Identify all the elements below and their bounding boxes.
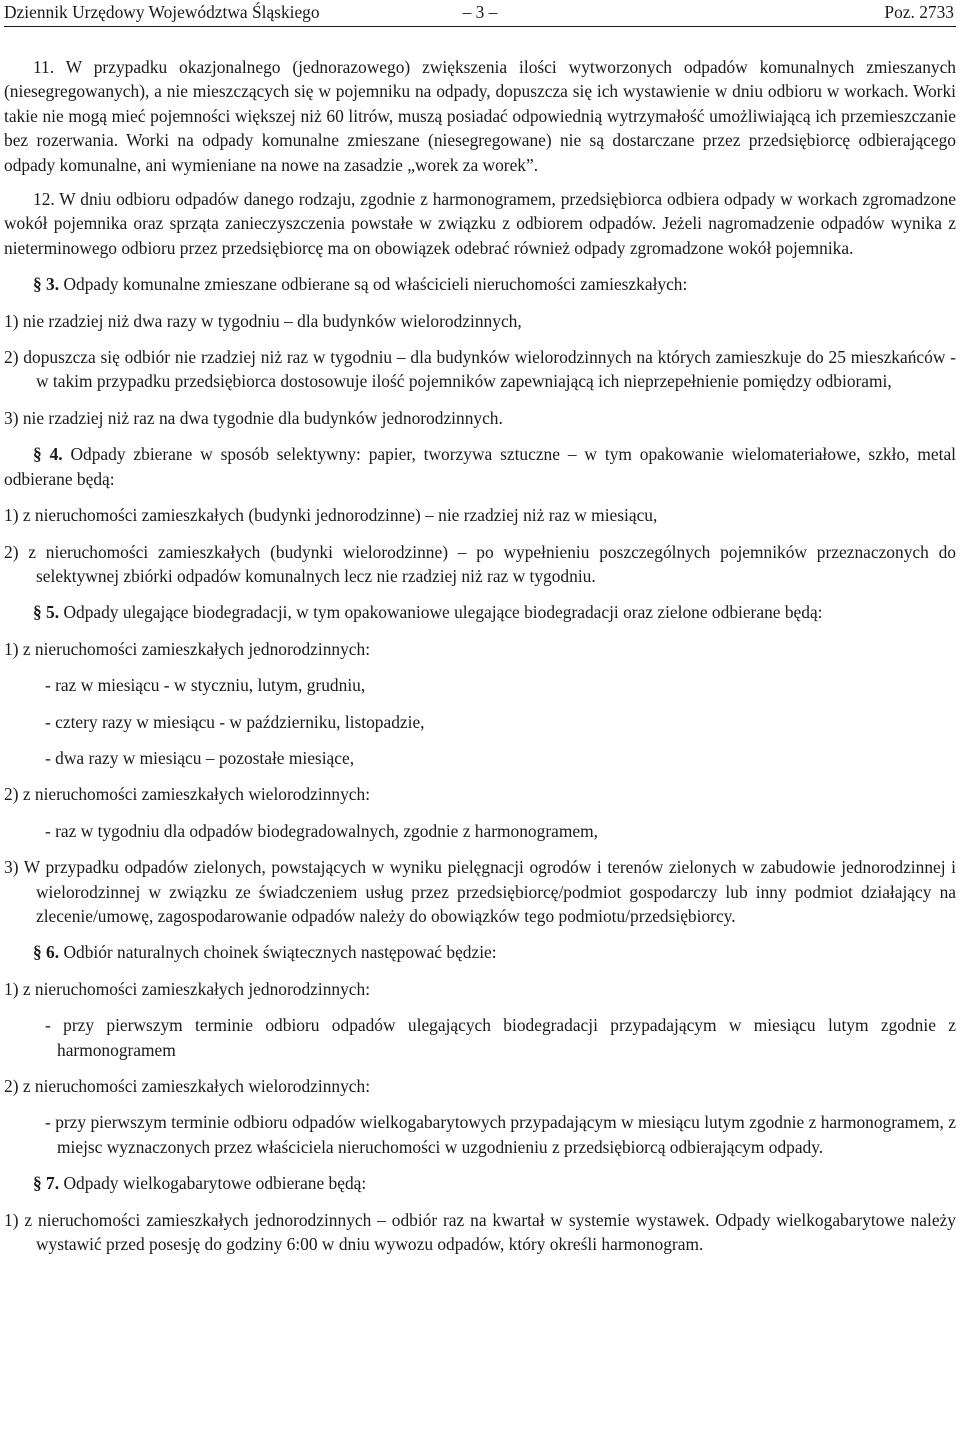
section-6-item-1: 1) z nieruchomości zamieszkałych jednorodzinnych: [4, 978, 371, 999]
page-number: – 3 – [462, 2, 498, 22]
section-4 [4, 442, 956, 491]
section-3-text: Odpady komunalne zmieszane odbierane są od właścicieli nieruchomości zamieszkałych: [59, 274, 688, 295]
section-3-item-2: 2) dopuszcza się odbiór nie rzadziej niż raz w tygodniu – dla budynków wielorodzinnych na których zamieszkuje do 25 mieszkańców - w takim przypadku przedsiębiorca dostosowuje ilość pojemników zapewniającą ich nieprzepełnienie pomiędzy odbiorami, [4, 347, 956, 392]
section-4-item-1: 1) z nieruchomości zamieszkałych (budynki jednorodzinne) – nie rzadziej niż raz w miesiącu, [4, 505, 658, 526]
section-5-dash-1: - raz w miesiącu - w styczniu, lutym, grudniu, [45, 675, 366, 696]
paragraph-12: 12. W dniu odbioru odpadów danego rodzaju, zgodnie z harmonogramem, przedsiębiorca odbiera odpady w workach zgromadzone wokół pojemnika oraz sprząta zanieczyszczenia powstałe w związku z odbiorem odpadów. Jeżeli nagromadzenie odpadów wynika z nieterminowego odbioru przez przedsiębiorcę ma on obowiązek odebrać również odpady zgromadzone wokół pojemnika. [4, 189, 956, 258]
section-7 [4, 1171, 956, 1195]
section-5-item-3: 3) W przypadku odpadów zielonych, powstających w wyniku pielęgnacji ogrodów i terenów zielonych w zabudowie jednorodzinnej i wielorodzinnej w związku ze świadczeniem usług przez przedsiębiorcę/podmiot gospodarczy lub inny podmiot działający na zlecenie/umowę, zagospodarowanie odpadów należy do obowiązków tego podmiotu/przedsiębiorcy. [4, 857, 956, 926]
section-5-text: Odpady ulegające biodegradacji, w tym opakowaniowe ulegające biodegradacji oraz zielone odbierane będą: [59, 602, 823, 623]
section-5-label: § 5. [33, 602, 60, 623]
section-4-label: § 4. [33, 444, 63, 465]
section-3 [4, 272, 956, 296]
section-7-label: § 7. [33, 1173, 60, 1194]
section-4-item-2: 2) z nieruchomości zamieszkałych (budynki wielorodzinne) – po wypełnieniu poszczególnych pojemników przeznaczonych do selektywnej zbiórki odpadów komunalnych lecz nie rzadziej niż raz w tygodniu. [4, 541, 956, 586]
section-4-text: Odpady zbierane w sposób selektywny: papier, tworzywa sztuczne – w tym opakowanie wielomateriałowe, szkło, metal odbierane będą: [4, 444, 956, 489]
section-6-label: § 6. [33, 942, 60, 963]
section-5-item-2: 2) z nieruchomości zamieszkałych wielorodzinnych: [4, 784, 371, 805]
header-separator [4, 26, 956, 27]
section-5-dash-4: - raz w tygodniu dla odpadów biodegradowalnych, zgodnie z harmonogramem, [45, 820, 598, 841]
section-6-text: Odbiór naturalnych choinek świątecznych następować będzie: [59, 942, 497, 963]
section-6-dash-1: - przy pierwszym terminie odbioru odpadów ulegających biodegradacji przypadającym w miesiącu lutym zgodnie z harmonogramem [45, 1015, 956, 1060]
journal-title: Dziennik Urzędowy Województwa Śląskiego [4, 2, 320, 22]
page-header [4, 0, 956, 24]
section-7-item-1: 1) z nieruchomości zamieszkałych jednorodzinnych – odbiór raz na kwartał w systemie wystawek. Odpady wielkogabarytowe należy wystawić przed posesję do godziny 6:00 w dniu wywozu odpadów, który określi harmonogram. [4, 1209, 956, 1255]
section-7-text: Odpady wielkogabarytowe odbierane będą: [59, 1173, 367, 1194]
paragraph-11: 11. W przypadku okazjonalnego (jednorazowego) zwiększenia ilości wytworzonych odpadów komunalnych zmieszanych (niesegregowanych), a nie mieszczących się w pojemniku na odpady, dopuszcza się ich wystawienie w dniu odbioru w workach. Worki takie nie mogą mieć pojemności większej niż 60 litrów, muszą posiadać odpowiednią wytrzymałość umożliwiającą ich przemieszczanie bez rozerwania. Worki na odpady komunalne zmieszane (niesegregowane) nie są dostarczane przez przedsiębiorcę odbierającego odpady komunalne, ani wymieniane na nowe na zasadzie „worek za worek”. [4, 57, 956, 175]
section-5 [4, 600, 956, 624]
section-5-dash-3: - dwa razy w miesiącu – pozostałe miesiące, [45, 747, 355, 768]
section-6-item-2: 2) z nieruchomości zamieszkałych wielorodzinnych: [4, 1076, 371, 1096]
section-6-dash-2: - przy pierwszym terminie odbioru odpadów wielkogabarytowych przypadającym w miesiącu lutym zgodnie z harmonogramem, z miejsc wyznaczonych przez właściciela nieruchomości w uzgodnieniu z przedsiębiorcą odbierającym odpady. [45, 1112, 956, 1157]
section-3-label: § 3. [33, 274, 60, 295]
section-3-item-3: 3) nie rzadziej niż raz na dwa tygodnie dla budynków jednorodzinnych. [4, 407, 503, 428]
section-6 [4, 940, 956, 964]
section-5-item-1: 1) z nieruchomości zamieszkałych jednorodzinnych: [4, 638, 371, 659]
section-5-dash-2: - cztery razy w miesiącu - w październiku, listopadzie, [45, 711, 425, 732]
section-3-item-1: 1) nie rzadziej niż dwa razy w tygodniu – dla budynków wielorodzinnych, [4, 310, 522, 331]
position-number: Poz. 2733 [884, 2, 954, 22]
